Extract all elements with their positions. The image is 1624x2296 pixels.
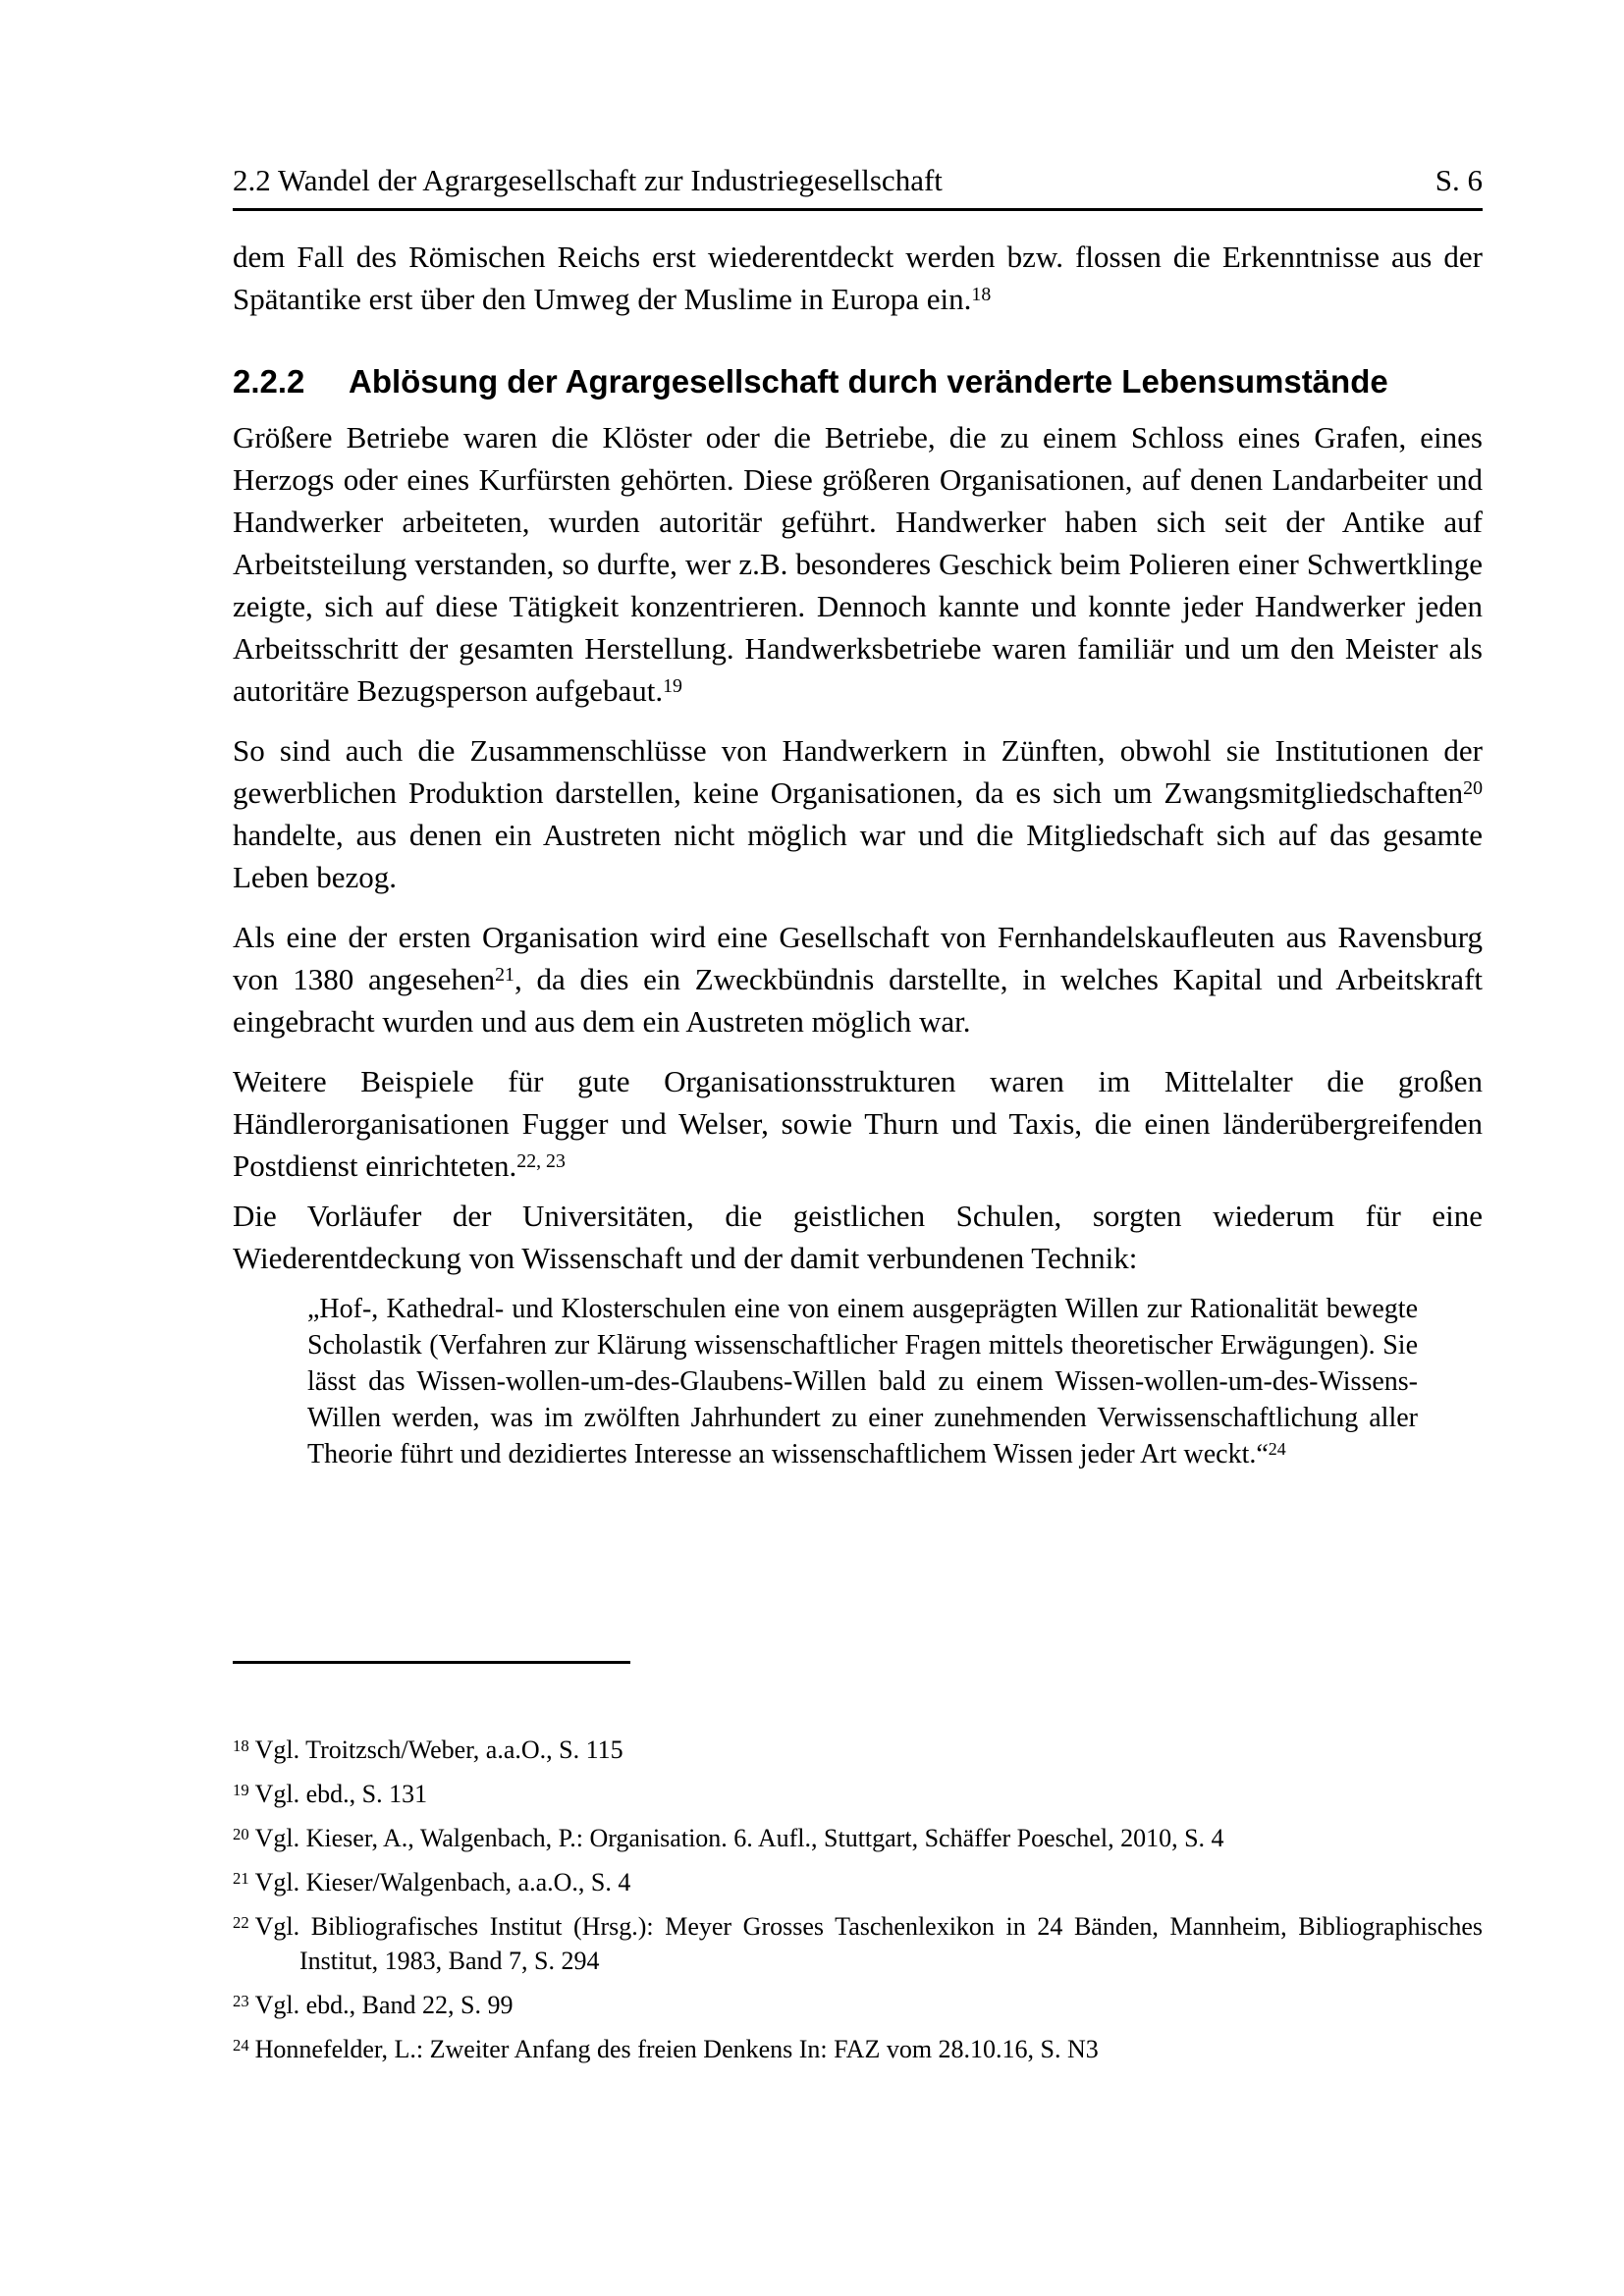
footnote-number: 20 [233, 1824, 249, 1843]
footnote-number: 21 [233, 1868, 249, 1888]
footnote-number: 24 [233, 2035, 249, 2055]
header-section-title: 2.2 Wandel der Agrargesellschaft zur Industriegesellschaft [233, 163, 943, 197]
running-header [233, 163, 1483, 211]
footnote-item [233, 1821, 1483, 1855]
footnote-ref: 22, 23 [516, 1150, 566, 1173]
section-heading [233, 359, 1483, 404]
footnote-item [233, 2032, 1483, 2066]
footnote-ref: 18 [971, 284, 992, 306]
page-number: S. 6 [1435, 163, 1483, 197]
footnote-text: Vgl. ebd., Band 22, S. 99 [254, 1991, 514, 2019]
footnote-text: Honnefelder, L.: Zweiter Anfang des freien Denkens In: FAZ vom 28.10.16, S. N3 [254, 2035, 1099, 2063]
text-run: Größere Betriebe waren die Klöster oder die Betriebe, die zu einem Schloss eines Grafen, eines Herzogs oder eines Kurfürsten gehörten. Diese größeren Organisationen, auf denen Landarbeiter und Handwerker arbeiteten, wurden autoritär geführt. Handwerker haben sich seit der Antike auf Arbeitsteilung verstanden, so durfte, wer z.B. besonderes Geschick beim Polieren einer Schwertklinge zeigte, sich auf diese Tätigkeit konzentrieren. Dennoch kannte und konnte jeder Handwerker jeden Arbeitsschritt der gesamten Herstellung. Handwerksbetriebe waren familiär und um den Meister als autoritäre Bezugsperson aufgebaut. [233, 420, 1483, 708]
footnote-number: 23 [233, 1991, 249, 2010]
footnote-ref: 24 [1268, 1438, 1286, 1459]
footnote-item [233, 1988, 1483, 2022]
paragraph [233, 916, 1483, 1042]
footnote-number: 22 [233, 1912, 249, 1932]
footnote-number: 18 [233, 1735, 249, 1755]
paragraph [233, 729, 1483, 898]
paragraph [233, 416, 1483, 712]
text-run: So sind auch die Zusammenschlüsse von Handwerkern in Zünften, obwohl sie Institutionen der gewerblichen Produktion darstellen, keine Organisationen, da es sich um Zwangsmitgliedschaften [233, 733, 1483, 810]
footnotes-section [233, 1733, 1483, 2066]
text-run: Als eine der ersten Organisation wird eine Gesellschaft von Fernhandelskaufleuten aus Ravensburg von 1380 angesehen [233, 920, 1483, 996]
text-run: , da dies ein Zweckbündnis darstellte, in welches Kapital und Arbeitskraft eingebracht wurden und aus dem ein Austreten möglich war. [233, 962, 1483, 1039]
page-content [233, 163, 1483, 2076]
text-run: dem Fall des Römischen Reichs erst wiederentdeckt werden bzw. flossen die Erkenntnisse aus der Spätantike erst über den Umweg der Muslime in Europa ein. [233, 240, 1483, 316]
footnote-ref: 20 [1463, 777, 1483, 800]
footnote-text: Vgl. Troitzsch/Weber, a.a.O., S. 115 [254, 1735, 623, 1764]
paragraph [233, 1060, 1483, 1187]
text-run: Weitere Beispiele für gute Organisationsstrukturen waren im Mittelalter die großen Händlerorganisationen Fugger und Welser, sowie Thurn und Taxis, die einen länderübergreifenden Postdienst einrichteten. [233, 1064, 1483, 1183]
footnote-text: Vgl. Bibliografisches Institut (Hrsg.): Meyer Grosses Taschenlexikon in 24 Bänden, Mannheim, Bibliographisches Institut, 1983, Band 7, S. 294 [254, 1912, 1483, 1975]
text-run: Die Vorläufer der Universitäten, die geistlichen Schulen, sorgten wiederum für eine Wiederentdeckung von Wissenschaft und der damit verbundenen Technik: [233, 1199, 1483, 1275]
section-heading-title: Ablösung der Agrargesellschaft durch veränderte Lebensumstände [349, 363, 1388, 400]
paragraph [233, 1195, 1483, 1279]
footnote-text: Vgl. ebd., S. 131 [254, 1780, 428, 1808]
footnote-text: Vgl. Kieser, A., Walgenbach, P.: Organisation. 6. Aufl., Stuttgart, Schäffer Poeschel, 2010, S. 4 [254, 1824, 1224, 1852]
footnote-item [233, 1865, 1483, 1899]
footnote-item [233, 1733, 1483, 1767]
text-run: handelte, aus denen ein Austreten nicht möglich war und die Mitgliedschaft sich auf das gesamte Leben bezog. [233, 818, 1483, 894]
footnote-ref: 19 [663, 675, 682, 698]
paragraph-intro [233, 236, 1483, 320]
footnote-number: 19 [233, 1780, 249, 1799]
footnote-item [233, 1909, 1483, 1978]
footnote-ref: 21 [495, 964, 514, 987]
footnote-separator [233, 1661, 630, 1664]
footnote-text: Vgl. Kieser/Walgenbach, a.a.O., S. 4 [254, 1868, 631, 1896]
text-run: „Hof-, Kathedral- und Klosterschulen eine von einem ausgeprägten Willen zur Rationalität bewegte Scholastik (Verfahren zur Klärung wissenschaftlicher Fragen mittels theoretischer Erwägungen). Sie lässt das Wissen-wollen-um-des-Glaubens-Willen bald zu einem Wissen-wollen-um-des-Wissens-Willen werden, was im zwölften Jahrhundert zu einer zunehmenden Verwissenschaftlichung aller Theorie führt und dezidiertes Interesse an wissenschaftlichem Wissen jeder Art weckt.“ [307, 1294, 1418, 1469]
section-heading-number: 2.2.2 [233, 363, 305, 400]
block-quote [307, 1291, 1418, 1472]
footnote-item [233, 1777, 1483, 1811]
